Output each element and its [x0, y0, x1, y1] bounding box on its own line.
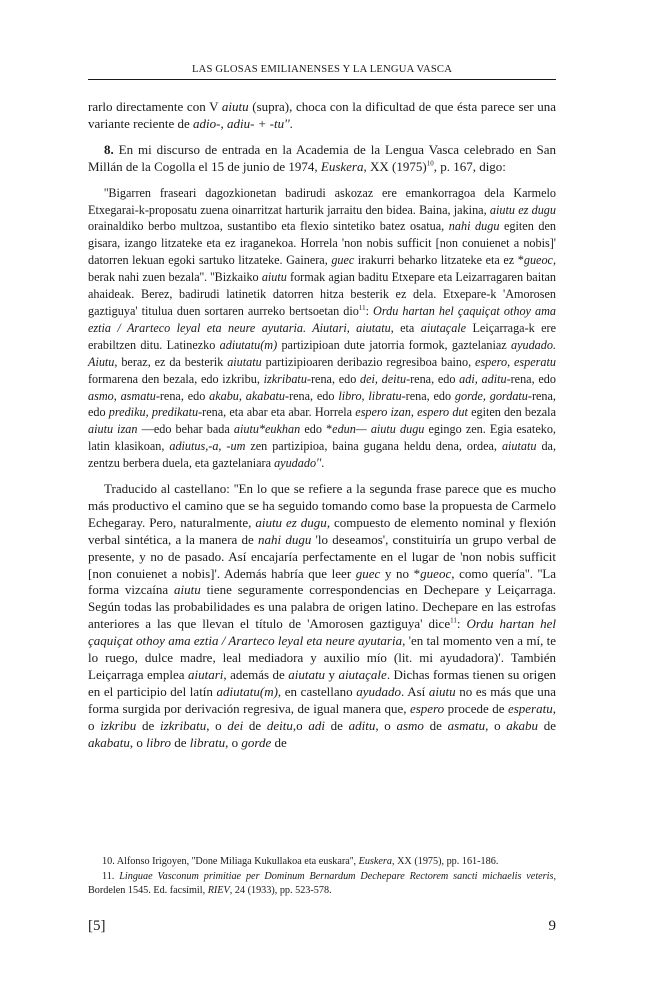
footnotes [88, 855, 556, 900]
footnote-11: 11. Linguae Vasconum primitiae per Dominum Bernardum Dechepare Rectorem sancti michaelis veteris, Bordelen 1545. Ed. facsímil, RIEV, 24 (1933), pp. 523-578. [88, 871, 556, 897]
footnote-10: 10. Alfonso Irigoyen, ''Done Miliaga Kukullakoa eta euskara'', Euskera, XX (1975), pp. 161-186. [102, 856, 499, 867]
header-rule [88, 79, 556, 80]
paragraph-section-8: 8. En mi discurso de entrada en la Academia de la Lengua Vasca celebrado en San Millán de la Cogolla el 15 de junio de 1974, Euskera, XX $(1975)^{10}$, p. 167, digo: [88, 141, 556, 174]
page-number-bracketed: [5] [88, 918, 106, 934]
book-page [88, 0, 556, 1000]
page-number: 9 [548, 918, 556, 934]
body-text [88, 99, 556, 761]
running-title: LAS GLOSAS EMILIANENSES Y LA LENGUA VASCA [191, 64, 453, 75]
basque-quotation: ''Bigarren fraseari dagozkionetan badirudi askozaz ere emankorragoa dela Karmelo Etxegarai-k-proposatu zuena oinarritzat harturik jarraitu den bidea. Baina, jakina, aiutu ez dugu orainaldiko berbo multzoa, sustantibo eta flexio sintetiko batez osatua, nahi dugu egiten den gisara, izango litzateke eta ez iraganekoa. Horrela 'non nobis sufficit [non conuienet a nobis]' datorren lekuan egoki sartuko litzateke. Gainera, guec irakurri beharko litzateke eta ez *gueoc, berak nahi zuen bezala''. ''Bizkaiko aiutu formak agian baditu Etxepare eta Leizarragaren baitan ahaideak. Berez, badirudi latinetik datorren hitza besterik ez dela. Etxepare-k 'Amorosen gaztiguya' titulua duen sortaren aurreko bertsoetan dio$^{11}$: Ordu hartan hel çaquiçat othoy ama eztia / Ararteco leyal eta neure ayutaria. Aiutari, aiutatu, eta aiutaçale Leiçarraga-k ere erabiltzen ditu. Latinezko adiutatu(m) partizipioan dute jatorria formok, gaztelaniaz ayudado. Aiutu, beraz, ez da besterik aiutatu partizipioaren deribazio regresiboa baino, espero, esperatu formarena den bezala, edo izkribu, izkribatu-rena, edo dei, deitu-rena, edo adi, aditu-rena, edo asmo, asmatu-rena, edo akabu, akabatu-rena, edo libro, libratu-rena, edo gorde, gordatu-rena, edo prediku, predikatu-rena, eta abar eta abar. Horrela espero izan, espero dut egiten den bezala aiutu izan —edo behar bada aiutu*eukhan edo *edun— aiutu dugu egingo zen. Egia esateko, latin klasikoan, adiutus,-a, -um zen partizipioa, baina gugana heldu dena, ordea, aiutatu da, zentzu berbera duela, eta gaztelaniara ayudado''. [88, 185, 556, 471]
spanish-translation: Traducido al castellano: ''En lo que se refiere a la segunda frase parece que es mucho más productivo el camino que se ha seguido tomando como base la propuesta de Carmelo Echegaray. Pero, naturalmente, aiutu ez dugu, compuesto de elemento nominal y flexión verbal sintética, a la manera de nahi dugu 'lo deseamos', constituiría un grupo verbal de presente, y no de pasado. Así encajaría perfectamente en el lugar de 'non nobis sufficit [non conuienet a nobis]'. Además habría que leer guec y no *gueoc, como quería''. ''La forma vizcaína aiutu tiene seguramente correspondencias en Dechepare y Leiçarraga. Según todas las probabilidades es una palabra de origen latino. Dechepare en las estrofas anteriores a las que llevan el título de 'Amorosen gaztiguya' dice$^{11}$: Ordu hartan hel çaquiçat othoy ama eztia / Ararteco leyal eta neure ayutaria, 'en tal momento ven a mí, te lo ruego, dulce madre, leal mediadora y auxilio mío (lit. mi ayudadora)'. También Leiçarraga emplea aiutari, además de aiutatu y aiutaçale. Dichas formas tienen su origen en el participio del latín adiutatu(m), en castellano ayudado. Así aiutu no es más que una forma surgida por derivación regresiva, de igual manera que, espero procede de esperatu, o izkribu de izkribatu, o dei de deitu,o adi de aditu, o asmo de asmatu, o akabu de akabatu, o libro de libratu, o gorde de [88, 481, 557, 750]
paragraph-continuation: rarlo directamente con V aiutu (supra), choca con la dificultad de que ésta parece ser una variante reciente de adio-, adiu- + -tu''. [88, 99, 557, 131]
